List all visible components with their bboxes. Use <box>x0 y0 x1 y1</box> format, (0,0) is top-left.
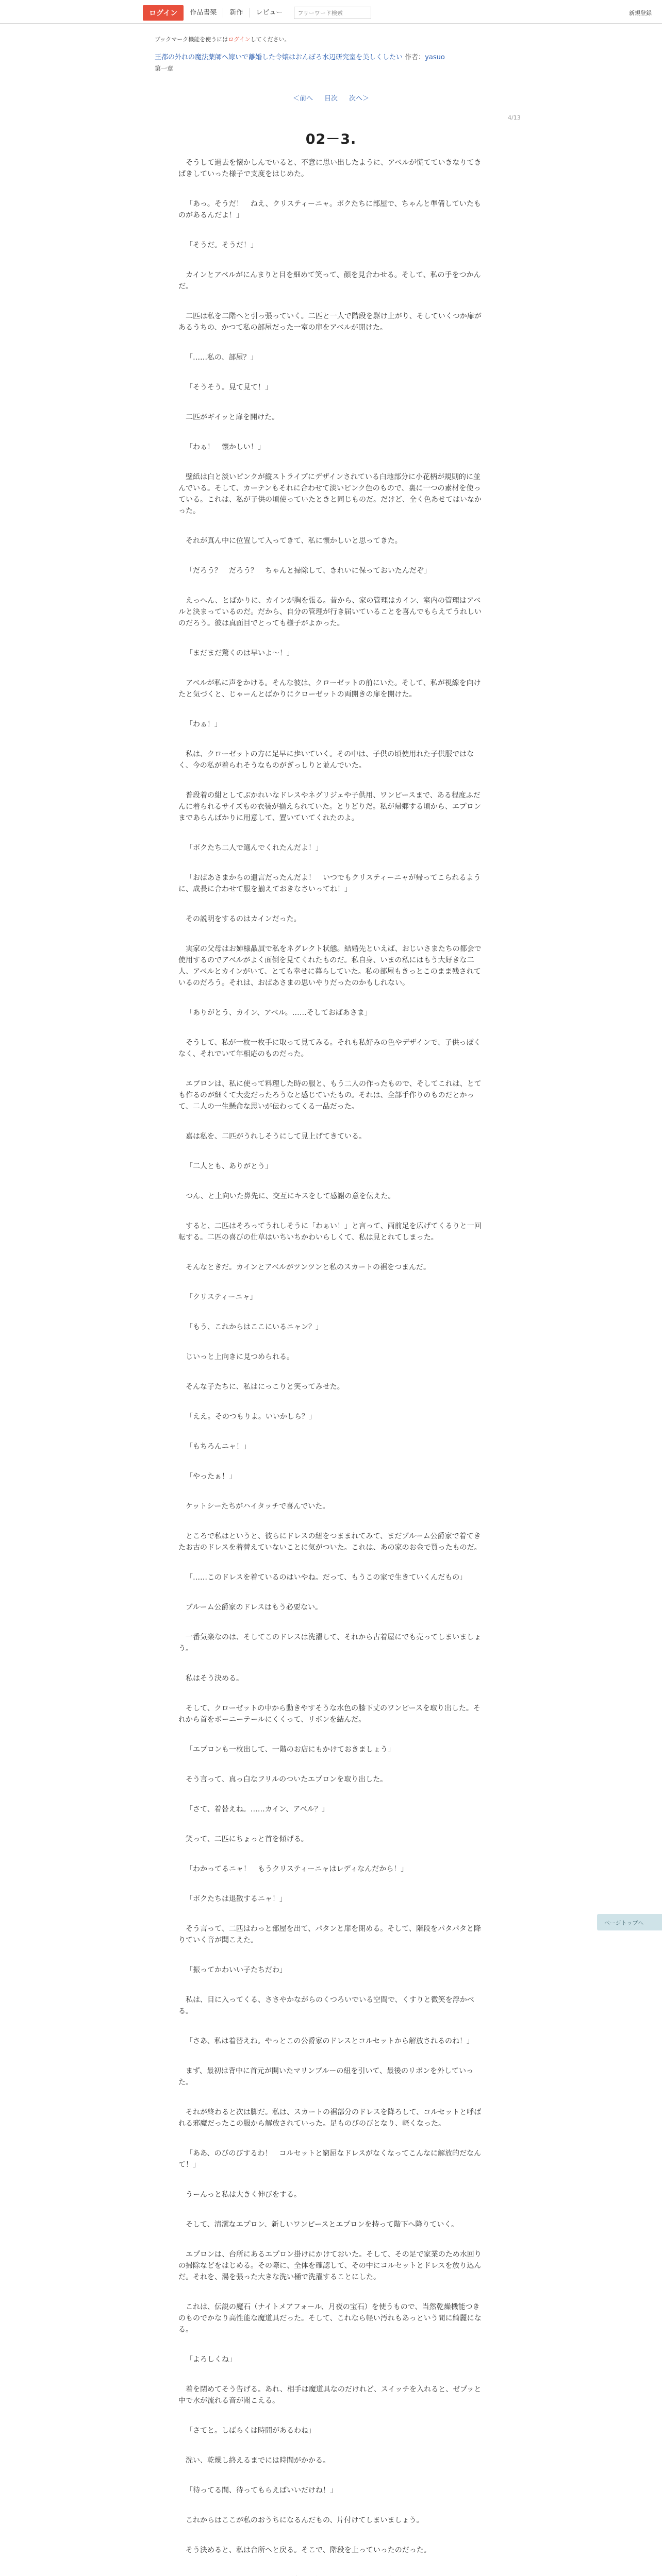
paragraph: 「……このドレスを着ているのはいやね。だって、もうこの家で生きていくんだもの」 <box>186 1573 467 1582</box>
chapter-body <box>178 157 486 2576</box>
paragraph: それが真ん中に位置して入ってきて、私に懐かしいと思ってきた。 <box>186 537 402 545</box>
paragraph: エプロンは、台所にあるエプロン掛けにかけておいた。そして、その足で家業のため水回りの掃除などをはじめる。その際に、全体を確認して、その中にコルセットとドレスを放り込んだ。それを、湯を張った大きな洗い桶で洗濯することにした。 <box>178 2250 482 2281</box>
index-link[interactable]: 目次 <box>324 95 338 103</box>
nav-item-new[interactable]: 新作 <box>223 8 249 18</box>
paragraph: その説明をするのはカインだった。 <box>186 915 301 923</box>
nav-item-shelf[interactable]: 作品書架 <box>190 9 217 16</box>
nav-item-review[interactable]: レビュー <box>249 8 289 18</box>
paragraph: 「ああ、のびのびするわ！ コルセットと窮屈なドレスがなくなってこんなに解放的だなんて！」 <box>178 2149 482 2169</box>
paragraph: うーんっと私は大きく伸びをする。 <box>186 2191 301 2199</box>
paragraph: アベルが私に声をかける。そんな彼は、クローゼットの前にいた。そして、私が視線を向けたと気づくと、じゃーんとばかりにクローゼットの両開きの扉を開けた。 <box>178 679 481 699</box>
paragraph: そして、クローゼットの中から動きやすそうな水色の膝下丈のワンピースを取り出した。それから首をボーニーテールにくくって、リボンを結んだ。 <box>178 1704 481 1724</box>
author-info <box>405 54 445 61</box>
paragraph: そうして過去を懐かしんでいると、不意に思い出したように、アベルが慌てていきなりてきぱきしていった様子で支度をはじめた。 <box>178 159 482 178</box>
paragraph: これは、伝説の魔石（ナイトメアフォール、月夜の宝石）を使うもので、当然乾燥機能つきのものでかなり高性能な魔道具だった。そして、これなら軽い汚れもあっという間に綺麗になる。 <box>178 2303 482 2334</box>
chapter-label: 第一章 <box>155 65 174 72</box>
work-title <box>155 53 516 63</box>
paragraph: そして、清潔なエプロン、新しいワンピースとエプロンを持って階下へ降りていく。 <box>186 2221 459 2229</box>
paragraph: そう決めると、私は台所へと戻る。そこで、階段を上っていったのだった。 <box>186 2546 431 2554</box>
paragraph: 「クリスティーニャ」 <box>186 1293 257 1301</box>
paragraph: そうして、私が一枚一枚手に取って見てみる。それも私好みの色やデザインで、子供っぽくなく、それでいて年相応のものだった。 <box>178 1039 481 1058</box>
prev-link[interactable]: ＜前へ <box>292 95 313 103</box>
paragraph: 「振ってかわいい子たちだわ」 <box>186 1966 287 1974</box>
paragraph: 笑って、二匹にちょっと首を傾げる。 <box>186 1835 308 1843</box>
paragraph: 私は、クローゼットの方に足早に歩いていく。その中は、子供の頃使用れた子供服ではなく、今の私が着られそうなものがぎっしりと並んでいた。 <box>178 750 474 770</box>
paragraph: 「エプロンも一枚出して、一階のお店にもかけておきましょう」 <box>186 1745 395 1754</box>
paragraph: そんなときだ。カインとアベルがツンツンと私のスカートの裾をつまんだ。 <box>186 1263 431 1272</box>
paragraph: これからはここが私のおうちになるんだもの、片付けてしまいましょう。 <box>186 2516 424 2524</box>
paragraph: じいっと上向きに見つめられる。 <box>186 1353 294 1361</box>
paragraph: 「おばあさまからの遺言だったんだよ！ いつでもクリスティーニャが帰ってこられるように、成長に合わせて服を揃えておきなさいってね！」 <box>178 874 481 893</box>
paragraph: 「さあ、私は着替えね。やっとこの公爵家のドレスとコルセットから解放されるのね！」 <box>186 2037 474 2045</box>
login-button[interactable]: ログイン <box>143 5 184 21</box>
next-link[interactable]: 次へ＞ <box>349 95 370 103</box>
paragraph: 「だろう？ だろう？ ちゃんと掃除して、きれいに保っておいたんだぞ」 <box>186 567 431 575</box>
paragraph: 嘉は私を、二匹がうれしそうにして見上げてきている。 <box>186 1132 366 1141</box>
page-top-tab[interactable]: ページトップへ <box>597 1914 662 1930</box>
author-link[interactable]: yasuo <box>425 54 445 61</box>
paragraph: 二匹は私を二階へと引っ張っていく。二匹と一人で階段を駆け上がり、そしていくつか扉があるうちの、かつて私の部屋だった一室の扉をアベルが開けた。 <box>178 312 482 332</box>
bookmark-note-suffix: してください。 <box>250 36 290 43</box>
paragraph: ブルーム公爵家のドレスはもう必要ない。 <box>186 1603 323 1612</box>
paragraph: 普段着の紺としてぶかれいなドレスやネグリジェや子供用、ワンピースまで、ある程度ふだんに着られるサイズもの衣装が揃えられていた。とりどりだ。私が帰郷する頃から、エプロンまであらんばかりに用意して、置いていてくれたのよ。 <box>178 791 481 822</box>
paragraph: 「さて、着替えね。……カイン、アベル？」 <box>186 1805 329 1814</box>
paragraph: まず、最初は背中に首元が開いたマリンブルーの紐を引いて、最後のリボンを外していった。 <box>178 2067 474 2087</box>
paragraph: 「そうそう。見て見て！」 <box>186 383 272 392</box>
paragraph: 「……私の、部屋？」 <box>186 353 258 362</box>
paragraph: ところで私はというと、彼らにドレスの紐をつままれてみて、まだブルーム公爵家で着てきたお古のドレスを着替えていないことに気がついた。これは、あの家のお金で買ったものだ。 <box>178 1532 482 1552</box>
paragraph: 「ええ。そのつもりよ。いいかしら？」 <box>186 1413 316 1421</box>
chapter-heading: 02－3. <box>305 131 357 147</box>
work-title-link[interactable]: 王都の外れの魔法薬師へ嫁いで離婚した令嬢はおんぼろ水辺研究室を美しくしたい <box>155 54 403 61</box>
paragraph: カインとアベルがにんまりと目を細めて笑って、顔を見合わせる。そして、私の手をつかんだ。 <box>178 271 481 291</box>
paragraph: 「待ってる間、待ってもらえばいいだけね！」 <box>186 2486 337 2495</box>
paragraph: すると、二匹はそろってうれしそうに「わぁい！」と言って、両前足を広げてくるりと一回転する。二匹の喜びの仕草はいちいちかわいらしくて、私は見とれてしまった。 <box>178 1222 482 1242</box>
paragraph: 「二人とも、ありがとう」 <box>186 1162 272 1171</box>
paragraph: 「よろしくね」 <box>186 2355 236 2364</box>
paragraph: 実家の父母はお姉様贔屓で私をネグレクト状態。結婚先といえば、おじいさまたちの都会で使用するのでアベルがよく面倒を見てくれたものだ。私自身、いまの私にはもう大好きな二人、アベルとカインがいて、とても幸せに暮らしていた。私の部屋もきっとこのまま残されているのだろう。それは、おばあさまの思いやりだったのかもしれない。 <box>178 945 482 987</box>
paragraph: 「まだまだ驚くのは早いよ〜！」 <box>186 649 294 657</box>
top-nav <box>143 5 371 21</box>
paragraph: 「わぁ！」 <box>186 720 222 728</box>
paragraph: 一番気楽なのは、そしてこのドレスは洗濯して、それから古着屋にでも売ってしまいましょう。 <box>178 1633 482 1653</box>
paragraph: 「ありがとう、カイン、アベル。……そしておばあさま」 <box>186 1009 372 1017</box>
paragraph: 「やったぁ！」 <box>186 1472 236 1481</box>
paragraph: 壁紙は白と淡いピンクが縦ストライプにデザインされている白地部分に小花柄が規則的に並んでいる。そして、カーテンもそれに合わせて淡いピンク色のもので、裏に一つの素材を使っている。これは、私が子供の頃使っていたときと同じものだ。だけど、全く色あせてはいなかった。 <box>178 473 482 515</box>
paragraph: 「もう、これからはここにいるニャン？」 <box>186 1323 323 1331</box>
paragraph: 「わかってるニャ！ もうクリスティーニャはレディなんだから！」 <box>186 1865 408 1873</box>
paragraph: 「もちろんニャ！」 <box>186 1443 251 1451</box>
paragraph: 二匹がギイッと扉を開けた。 <box>186 413 279 421</box>
register-link[interactable]: 新規登録 <box>629 10 652 16</box>
paragraph: 「あっ。そうだ！ ねえ、クリスティーニャ。ボクたちに部屋で、ちゃんと準備していたものがあるんだよ！」 <box>178 200 481 219</box>
page-count: 4/13 <box>508 114 521 121</box>
paragraph: 私は、目に入ってくる、ささやかながらのくつろいでいる空間で、くすりと微笑を浮かべる。 <box>178 1996 474 2015</box>
paragraph: エプロンは、私に使って料理した時の服と、もう二人の作ったもので、そしてこれは、とても作るのが細くて大変だったろうなと感じていたもの。それは、全部手作りのものだとかって、二人の一生懸命な思いが伝わってくる一品だった。 <box>178 1080 482 1111</box>
paragraph: そう言って、真っ白なフリルのついたエプロンを取り出した。 <box>186 1775 388 1784</box>
author-label: 作者： <box>405 54 425 61</box>
pager-top <box>0 93 662 103</box>
bookmark-note <box>155 35 290 43</box>
paragraph: 「ボクたち二人で選んでくれたんだよ！」 <box>186 844 323 852</box>
search-input[interactable] <box>294 7 371 19</box>
paragraph: つん、と上向いた鼻先に、交互にキスをして感謝の意を伝えた。 <box>186 1192 395 1200</box>
paragraph: 「わぁ！ 懐かしい！」 <box>186 443 265 451</box>
paragraph: 私はそう決める。 <box>186 1674 243 1683</box>
paragraph: そう言って、二匹はわっと部屋を出て、パタンと扉を閉める。そして、階段をパタパタと降りていく音が聞こえた。 <box>178 1925 481 1944</box>
bookmark-login-link[interactable]: ログイン <box>228 36 251 43</box>
paragraph: 「そうだ。そうだ！」 <box>186 241 258 249</box>
bookmark-note-prefix: ブックマーク機能を使うには <box>155 36 228 43</box>
paragraph: ケットシーたちがハイタッチで喜んでいた。 <box>186 1502 330 1511</box>
paragraph: えっへん、とばかりに、カインが胸を張る。昔から、家の管理はカイン、室内の管理はアベルと決まっているのだ。だから、自分の管理が行き届いていることを喜んでもらえてうれしいのだろう。彼は真面目でとっても様子がよかった。 <box>178 597 482 628</box>
top-bar <box>0 0 662 24</box>
paragraph: 「さてと。しばらくは時間があるわね」 <box>186 2427 316 2435</box>
paragraph: 着を閉めてそう告げる。あれ、相手は魔道具なのだけれど、スイッチを入れると、ゼプッと中で水が流れる音が聞こえる。 <box>178 2385 482 2405</box>
paragraph: それが終わると次は脚だ。私は、スカートの裾部分のドレスを降ろして、コルセットと呼ばれる邪魔だったこの服から解放されていった。足ものびのびとなり、軽くなった。 <box>178 2108 482 2128</box>
paragraph: 洗い、乾燥し終えるまでには時間がかかる。 <box>186 2456 330 2465</box>
paragraph: そんな子たちに、私はにっこりと笑ってみせた。 <box>186 1383 344 1391</box>
paragraph: 「ボクたちは退散するニャ！」 <box>186 1895 287 1903</box>
